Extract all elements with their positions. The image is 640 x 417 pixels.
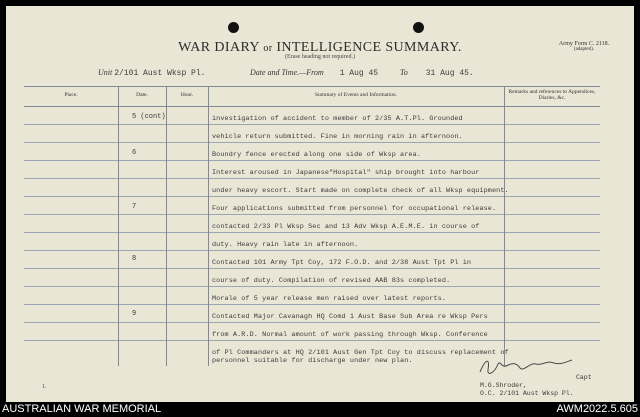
title-war-diary: WAR DIARY bbox=[178, 40, 260, 55]
signature-rank: Capt bbox=[576, 374, 592, 381]
row-rule bbox=[24, 232, 600, 233]
unit-label: Unit bbox=[98, 68, 113, 77]
column-divider bbox=[504, 86, 505, 366]
row-rule bbox=[24, 304, 600, 305]
column-header-date: Date. bbox=[136, 92, 148, 98]
archive-reference: AWM2022.5.605 bbox=[556, 403, 638, 415]
to-line bbox=[400, 68, 474, 78]
signature-block bbox=[476, 354, 626, 398]
row-rule bbox=[24, 214, 600, 215]
signature-title: O.C. 2/101 Aust Wksp Pl. bbox=[480, 390, 574, 397]
page-mark: 1. bbox=[42, 384, 47, 390]
date-cell: 6 bbox=[132, 149, 137, 157]
row-rule bbox=[24, 124, 600, 125]
army-form-label: Army Form C. 2118. bbox=[558, 41, 610, 47]
diary-entry-line: Morale of 5 year release men raised over latest reports. bbox=[212, 295, 447, 303]
row-rule bbox=[24, 322, 600, 323]
punch-hole-right bbox=[413, 22, 424, 33]
date-label: Date and Time.—From bbox=[250, 68, 324, 77]
row-rule bbox=[24, 268, 600, 269]
row-rule bbox=[24, 160, 600, 161]
title-intelligence-summary: INTELLIGENCE SUMMARY. bbox=[276, 40, 462, 55]
column-header-hour: Hour. bbox=[180, 92, 194, 98]
signature-name: M.G.Shroder, bbox=[480, 382, 527, 389]
date-cell: 8 bbox=[132, 255, 137, 263]
handwritten-signature bbox=[476, 354, 576, 380]
diary-entry-line: Four applications submitted from personnel for occupational release. bbox=[212, 205, 497, 213]
row-rule bbox=[24, 250, 600, 251]
row-rule bbox=[24, 286, 600, 287]
column-header-remarks: Remarks and references to Appendices, Diaries, &c. bbox=[508, 89, 596, 101]
diary-entry-line: Boundry fence erected along one side of Wksp area. bbox=[212, 151, 421, 159]
diary-entry-line: duty. Heavy rain late in afternoon. bbox=[212, 241, 359, 249]
diary-entry-line: personnel suitable for discharge under new plan. bbox=[212, 357, 413, 365]
column-divider bbox=[208, 86, 209, 366]
diary-entry-line: contacted 2/33 Pl Wksp Sec and 13 Adv Wksp A.E.M.E. in course of bbox=[212, 223, 480, 231]
to-label: To bbox=[400, 68, 408, 77]
date-cell: 7 bbox=[132, 203, 137, 211]
row-rule bbox=[24, 196, 600, 197]
erase-note: (Erase heading not required.) bbox=[285, 54, 355, 60]
column-divider bbox=[118, 86, 119, 366]
diary-entry-line: vehicle return submitted. Fine in morning rain in afternoon. bbox=[212, 133, 463, 141]
row-rule bbox=[24, 142, 600, 143]
title-or: or bbox=[263, 43, 273, 54]
unit-value: 2/101 Aust Wksp Pl. bbox=[114, 69, 206, 78]
table-top-rule bbox=[24, 86, 600, 87]
date-cell: 9 bbox=[132, 310, 137, 318]
diary-entry-line: from A.R.D. Normal amount of work passing through Wksp. Conference bbox=[212, 331, 488, 339]
archive-footer bbox=[0, 402, 640, 417]
date-cell: 5 (cont) bbox=[132, 113, 166, 121]
column-header-place: Place. bbox=[64, 92, 78, 98]
army-form-number bbox=[542, 41, 626, 52]
diary-page bbox=[6, 6, 634, 402]
diary-entry-line: Interest aroused in Japanese"Hospital" ship brought into harbour bbox=[212, 169, 480, 177]
diary-entry-line: Contacted 101 Army Tpt Coy, 172 F.O.D. and 2/38 Aust Tpt Pl in bbox=[212, 259, 472, 267]
from-value: 1 Aug 45 bbox=[339, 69, 379, 78]
punch-hole-left bbox=[228, 22, 239, 33]
date-range-line bbox=[250, 68, 378, 78]
column-divider bbox=[166, 86, 167, 366]
diary-entry-line: investigation of accident to member of 2/35 A.T.Pl. Grounded bbox=[212, 115, 463, 123]
table-header-rule bbox=[24, 106, 600, 107]
row-rule bbox=[24, 340, 600, 341]
diary-entry-line: of Pl Commanders at HQ 2/101 Aust Gen Tpt Coy to discuss replacement of bbox=[212, 349, 509, 357]
to-value: 31 Aug 45. bbox=[425, 69, 474, 78]
column-header-summary: Summary of Events and Information. bbox=[314, 92, 398, 98]
diary-table bbox=[6, 86, 634, 366]
row-rule bbox=[24, 178, 600, 179]
unit-line bbox=[98, 68, 205, 78]
army-form-adapted: (adapted). bbox=[573, 47, 595, 52]
diary-entry-line: course of duty. Compilation of revised AAB 83s completed. bbox=[212, 277, 451, 285]
diary-entry-line: Contacted Major Cavanagh HQ Comd 1 Aust Base Sub Area re Wksp Pers bbox=[212, 313, 488, 321]
archive-name: AUSTRALIAN WAR MEMORIAL bbox=[2, 403, 162, 415]
diary-entry-line: under heavy escort. Start made on complete check of all Wksp equipment. bbox=[212, 187, 509, 195]
